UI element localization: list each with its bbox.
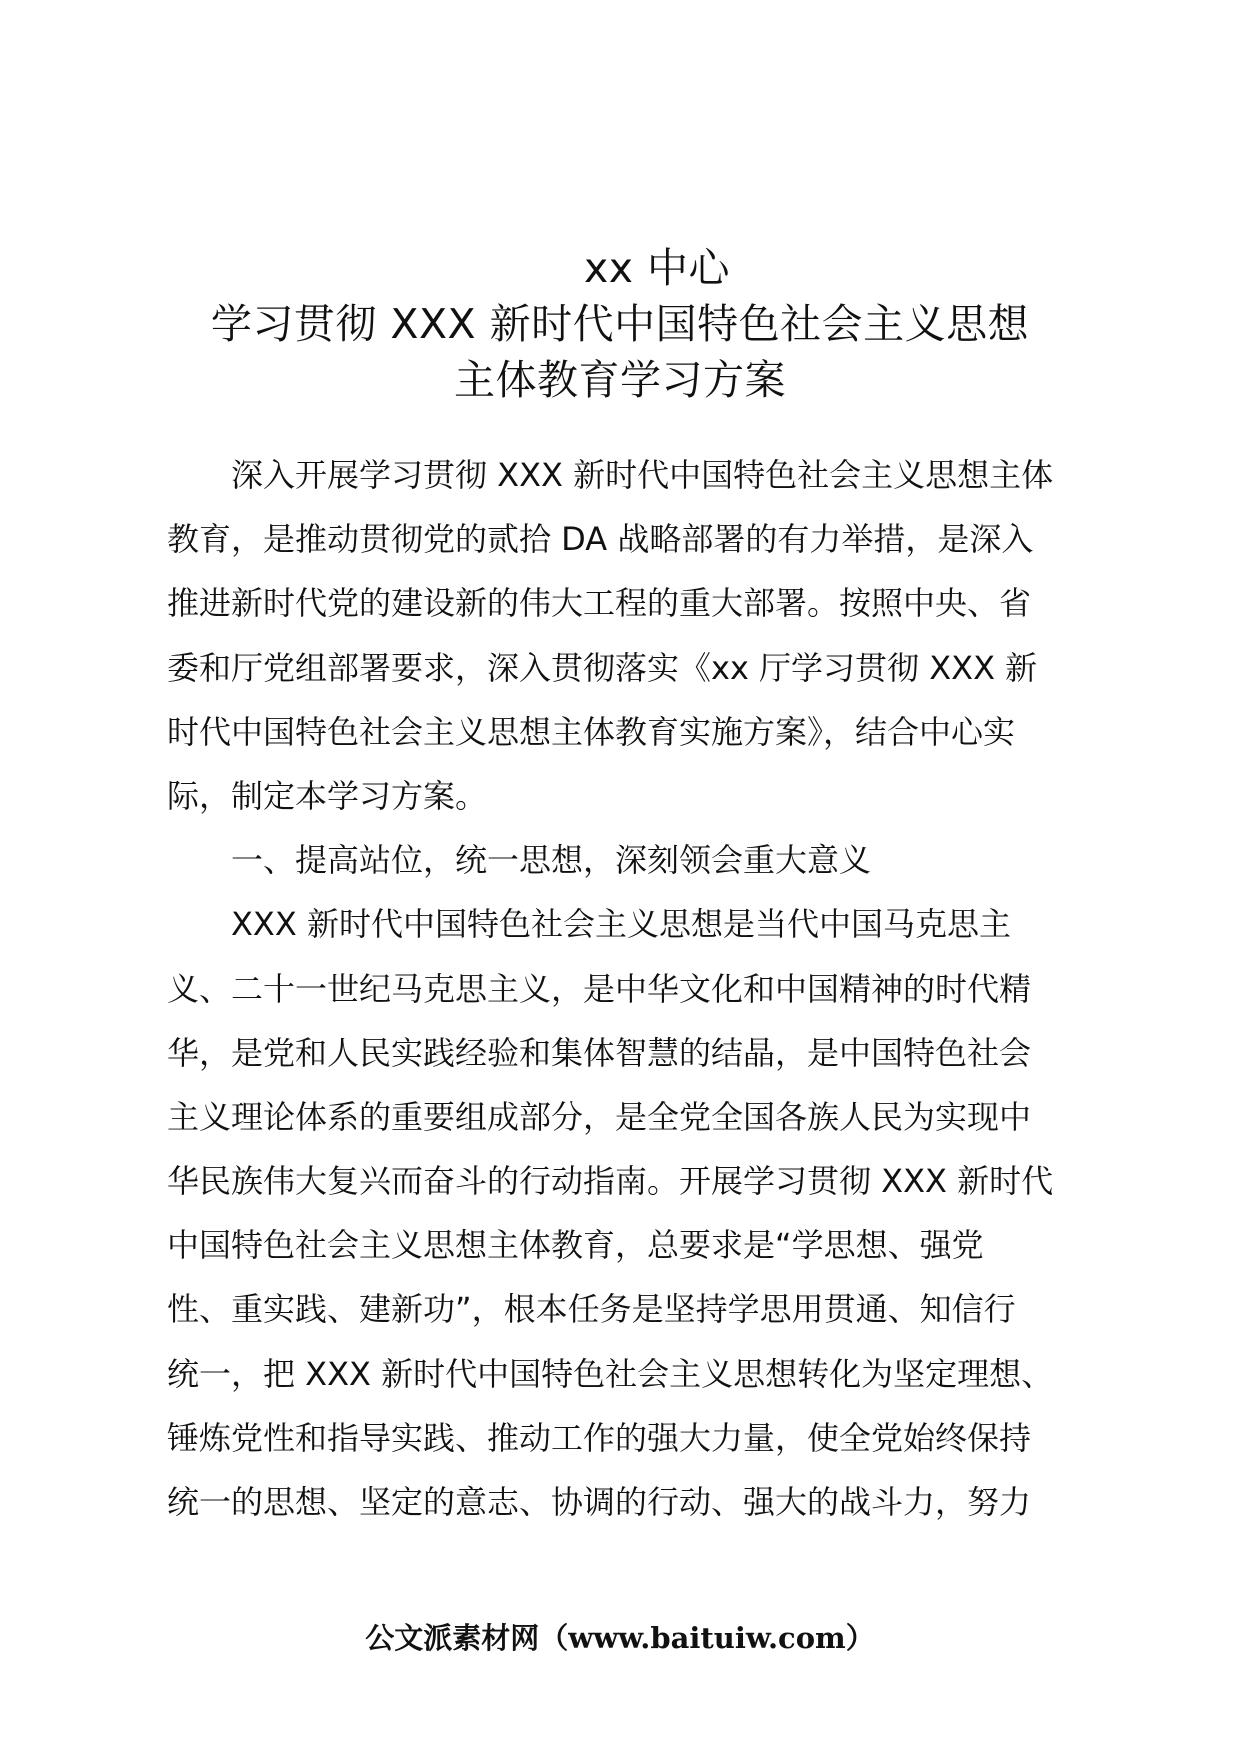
title-main-line-1: 学习贯彻 XXX 新时代中国特色社会主义思想 xyxy=(210,300,1030,348)
section-heading: 一、提高站位，统一思想，深刻领会重大意义 xyxy=(231,841,872,880)
paragraph-line: XXX 新时代中国特色社会主义思想是当代中国马克思主 xyxy=(231,905,1011,944)
paragraph-line: 华，是党和人民实践经验和集体智慧的结晶，是中国特色社会 xyxy=(167,1033,1032,1072)
title-organization: xx 中心 xyxy=(583,244,731,292)
paragraph-line: 委和厅党组部署要求，深入贯彻落实《xx 厅学习贯彻 XXX 新 xyxy=(167,648,1038,687)
paragraph-line: 统一的思想、坚定的意志、协调的行动、强大的战斗力，努力 xyxy=(167,1483,1032,1521)
paragraph-line: 主义理论体系的重要组成部分，是全党全国各族人民为实现中 xyxy=(167,1097,1032,1136)
document-title xyxy=(150,240,1090,408)
paragraph-line: 中国特色社会主义思想主体教育，总要求是“学思想、强党 xyxy=(167,1226,984,1265)
paragraph-line: 推进新时代党的建设新的伟大工程的重大部署。按照中央、省 xyxy=(167,584,1032,623)
document-body xyxy=(167,443,1087,1534)
paragraph-line: 深入开展学习贯彻 XXX 新时代中国特色社会主义思想主体 xyxy=(231,456,1054,494)
paragraph-line: 时代中国特色社会主义思想主体教育实施方案》，结合中心实 xyxy=(167,712,1016,751)
title-main-line-2: 主体教育学习方案 xyxy=(454,356,786,404)
paragraph-line: 统一，把 XXX 新时代中国特色社会主义思想转化为坚定理想、 xyxy=(167,1354,1054,1393)
paragraph-line: 锤炼党性和指导实践、推动工作的强大力量，使全党始终保持 xyxy=(167,1418,1032,1457)
footer-watermark: 公文派素材网（www.baituiw.com） xyxy=(365,1621,875,1655)
paragraph-line: 义、二十一世纪马克思主义，是中华文化和中国精神的时代精 xyxy=(167,969,1032,1008)
paragraph-line: 性、重实践、建新功”，根本任务是坚持学思用贯通、知信行 xyxy=(167,1290,1016,1329)
paragraph-line: 际，制定本学习方案。 xyxy=(167,776,488,815)
paragraph-line: 教育，是推动贯彻党的贰拾 DA 战略部署的有力举措，是深入 xyxy=(167,520,1034,559)
paragraph-line: 华民族伟大复兴而奋斗的行动指南。开展学习贯彻 XXX 新时代 xyxy=(167,1162,1054,1201)
